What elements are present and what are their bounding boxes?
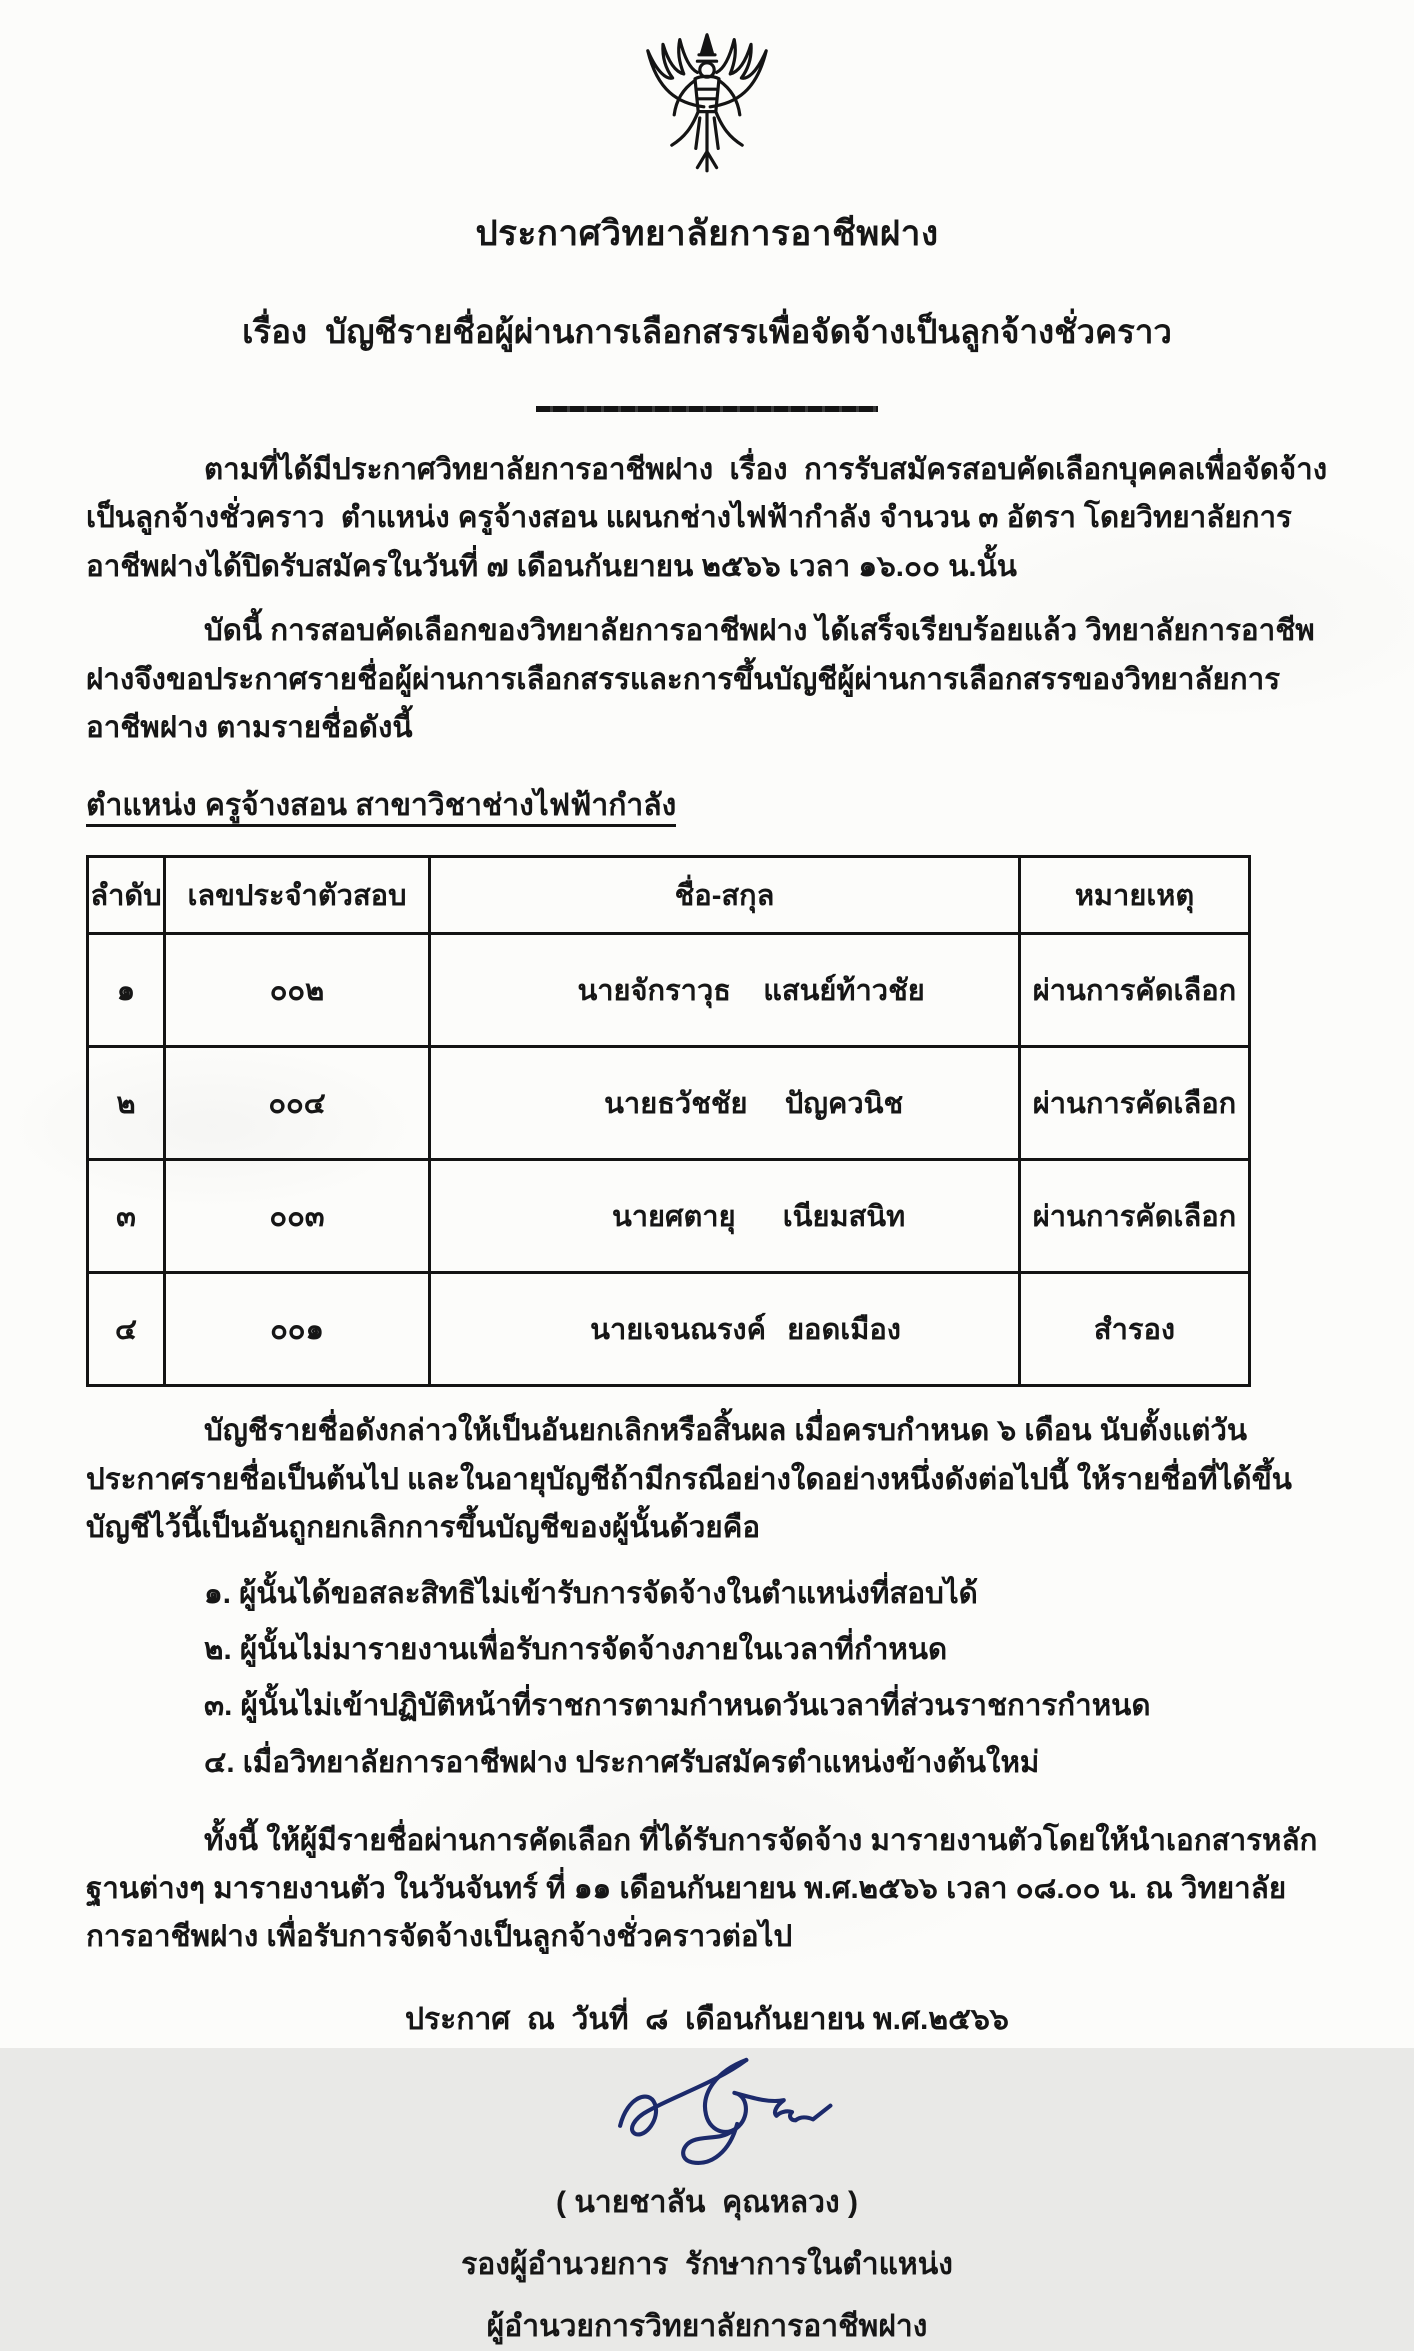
cell-name [430,1160,1020,1273]
cell-name [430,1273,1020,1386]
closing-part1: ทั้งนี้ ให้ผู้มีรายชื่อผ่านการคัดเลือก ที่ได้รับการจัดจ้าง มารายงานตัวโดยให้นำเอกสารหลักฐานต่างๆ [86,1823,1318,1905]
cell-remark: ผ่านการคัดเลือก [1020,1047,1250,1160]
column-header-order: ลำดับ [88,857,165,934]
first-name: นายเจนณรงค์ [590,1314,766,1347]
column-header-remark: หมายเหตุ [1020,857,1250,934]
condition-item-4: ๔. เมื่อวิทยาลัยการอาชีพฝาง ประกาศรับสมัครตำแหน่งข้างต้นใหม่ [204,1745,1040,1779]
paragraph-selection-result: บัดนี้ การสอบคัดเลือกของวิทยาลัยการอาชีพฝาง ได้เสร็จเรียบร้อยแล้ว วิทยาลัยการอาชีพฝางจึงขอประกาศรายชื่อผู้ผ่านการเลือกสรรและการขึ้นบัญชีผู้ผ่านการเลือกสรรของวิทยาลัยการอาชีพฝาง ตามรายชื่อดังนี้ [86,614,1315,744]
cell-name [430,1047,1020,1160]
signature-ink [86,2049,1328,2177]
document-title: ประกาศวิทยาลัยการอาชีพฝาง [475,214,939,253]
header-divider [536,406,878,412]
cell-exam-id: ๐๐๑ [165,1273,430,1386]
first-name: นายธวัชชัย [604,1088,748,1121]
signer-name: ( นายชาลัน คุณหลวง ) [556,2185,858,2219]
cell-exam-id: ๐๐๔ [165,1047,430,1160]
cell-order: ๔ [88,1273,165,1386]
cell-order: ๑ [88,934,165,1047]
cell-name [430,934,1020,1047]
condition-item-1: ๑. ผู้นั้นได้ขอสละสิทธิไม่เข้ารับการจัดจ้างในตำแหน่งที่สอบได้ [204,1577,978,1611]
cancellation-conditions-list [86,1566,1328,1790]
cell-exam-id: ๐๐๒ [165,934,430,1047]
table-header-row [88,857,1250,934]
signer-title-line2: ผู้อำนวยการวิทยาลัยการอาชีพฝาง [486,2310,928,2344]
condition-item-3: ๓. ผู้นั้นไม่เข้าปฏิบัติหน้าที่ราชการตามกำหนดวันเวลาที่ส่วนราชการกำหนด [204,1689,1151,1723]
table-row [88,1047,1250,1160]
table-row [88,1273,1250,1386]
cell-remark: สำรอง [1020,1273,1250,1386]
position-section-heading [86,782,1328,829]
condition-item-2: ๒. ผู้นั้นไม่มารายงานเพื่อรับการจัดจ้างภายในเวลาที่กำหนด [204,1633,948,1667]
cell-remark: ผ่านการคัดเลือก [1020,1160,1250,1273]
last-name: ยอดเมือง [787,1314,901,1347]
last-name: แสนย์ท้าวชัย [763,975,925,1008]
signer-title-line1: รองผู้อำนวยการ รักษาการในตำแหน่ง [461,2247,953,2281]
document-subject: เรื่อง บัญชีรายชื่อผู้ผ่านการเลือกสรรเพื่อจัดจ้างเป็นลูกจ้างชั่วคราว [242,313,1172,350]
first-name: นายศตายุ [611,1201,736,1234]
last-name: ปัญควนิช [784,1088,904,1121]
closing-report-date-bold: มารายงานตัว ในวันจันทร์ ที่ ๑๑ เดือนกันยายน พ.ศ.๒๕๖๖ เวลา ๐๘.๐๐ น. ณ วิทยาลัยการอาชีพฝาง [86,1871,1287,1954]
paragraph-announcement-reference: ตามที่ได้มีประกาศวิทยาลัยการอาชีพฝาง เรื่อง การรับสมัครสอบคัดเลือกบุคคลเพื่อจัดจ้างเป็นลูกจ้างชั่วคราว ตำแหน่ง ครูจ้างสอน แผนกช่างไฟฟ้ากำลัง จำนวน ๓ อัตรา โดยวิทยาลัยการอาชีพฝางได้ปิดรับสมัครในวันที่ ๗ เดือนกันยายน ๒๕๖๖ เวลา ๑๖.๐๐ น.นั้น [86,453,1328,583]
column-header-name: ชื่อ-สกุล [430,857,1020,934]
cell-remark: ผ่านการคัดเลือก [1020,934,1250,1047]
table-row [88,934,1250,1047]
position-section-heading-text: ตำแหน่ง ครูจ้างสอน สาขาวิชาช่างไฟฟ้ากำลัง [86,789,676,827]
paragraph-reporting-instruction [86,1817,1328,1962]
last-name: เนียมสนิท [782,1201,906,1234]
garuda-emblem [86,30,1328,192]
cell-order: ๒ [88,1047,165,1160]
cell-order: ๓ [88,1160,165,1273]
paragraph-list-validity: บัญชีรายชื่อดังกล่าวให้เป็นอันยกเลิกหรือสิ้นผล เมื่อครบกำหนด ๖ เดือน นับตั้งแต่วันประกาศรายชื่อเป็นต้นไป และในอายุบัญชีถ้ามีกรณีอย่างใดอย่างหนึ่งดังต่อไปนี้ ให้รายชื่อที่ได้ขึ้นบัญชีไว้นี้เป็นอันถูกยกเลิกการขึ้นบัญชีของผู้นั้นด้วยคือ [86,1414,1292,1544]
announcement-date-line: ประกาศ ณ วันที่ ๘ เดือนกันยายน พ.ศ.๒๕๖๖ [405,2002,1009,2036]
first-name: นายจักราวุธ [577,975,731,1008]
closing-part3: เพื่อรับการจัดจ้างเป็นลูกจ้างชั่วคราวต่อไป [266,1920,793,1954]
selection-result-table [86,855,1251,1387]
table-row [88,1160,1250,1273]
cell-exam-id: ๐๐๓ [165,1160,430,1273]
column-header-exam-id: เลขประจำตัวสอบ [165,857,430,934]
